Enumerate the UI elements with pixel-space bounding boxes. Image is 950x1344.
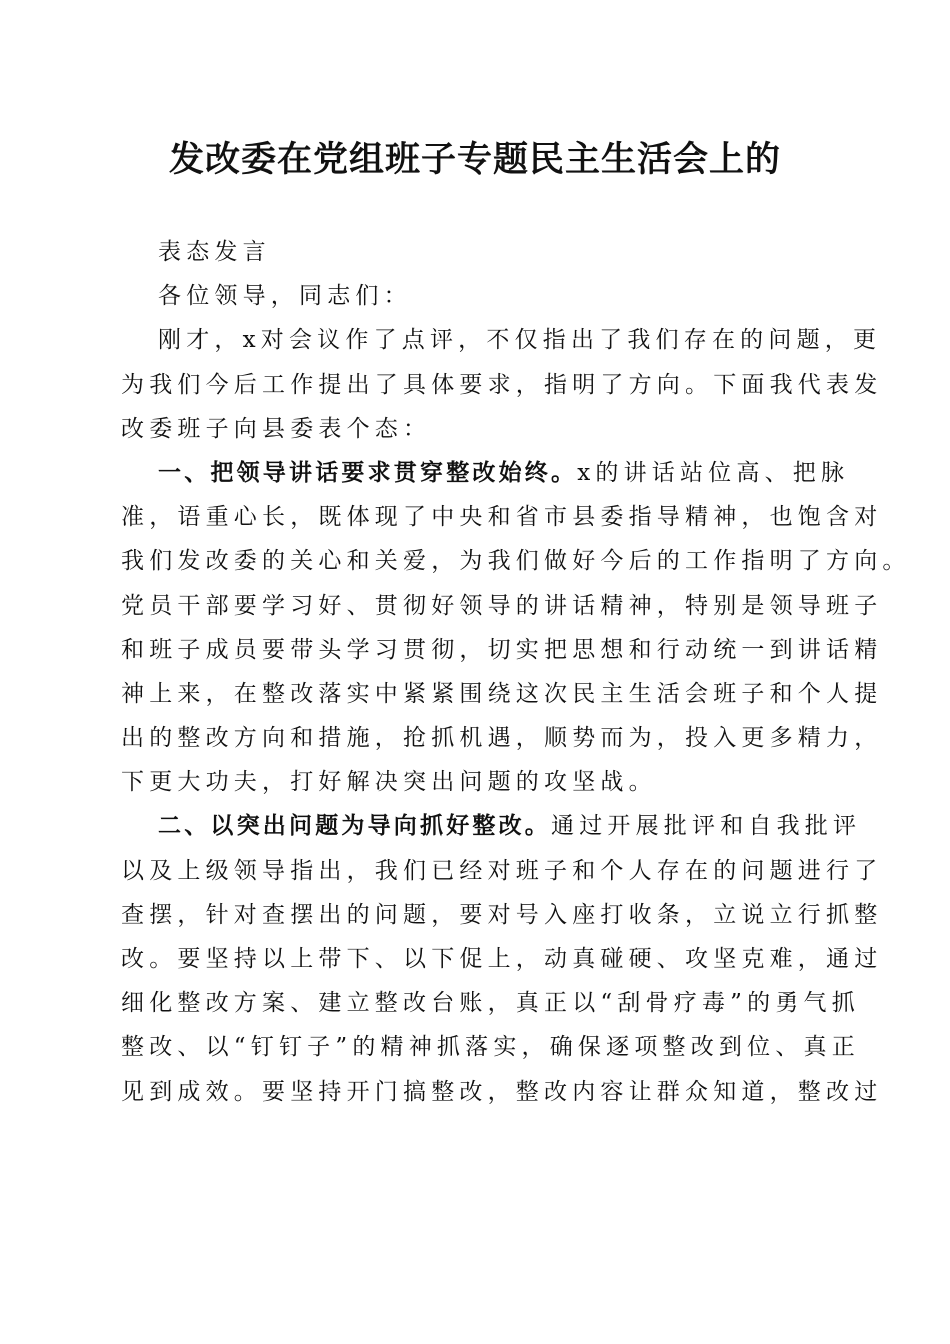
- paragraph: [121, 804, 883, 1113]
- line-text: 神上来，在整改落实中紧紧围绕这次民主生活会班子和个人提: [121, 680, 883, 707]
- line-text: 刚才，x对会议作了点评，不仅指出了我们存在的问题，更: [158, 327, 882, 354]
- text-line: [121, 760, 831, 804]
- document-title: 发改委在党组班子专题民主生活会上的: [168, 139, 781, 180]
- text-line: [121, 363, 883, 407]
- line-text: 以及上级领导指出，我们已经对班子和个人存在的问题进行了: [121, 857, 883, 884]
- line-text: 准，语重心长，既体现了中央和省市县委指导精神，也饱含对: [121, 504, 883, 531]
- text-line: [121, 893, 883, 937]
- line-text: 党员干部要学习好、贯彻好领导的讲话精神，特别是领导班子: [121, 592, 883, 619]
- text-line: [121, 672, 883, 716]
- line-text: x的讲话站位高、把脉: [577, 459, 850, 486]
- text-line: [121, 495, 883, 539]
- line-text: 为我们今后工作提出了具体要求，指明了方向。下面我代表发: [121, 371, 883, 398]
- line-text: 改。要坚持以上带下、以下促上，动真碰硬、攻坚克难，通过: [121, 946, 883, 972]
- text-line: [121, 1025, 860, 1069]
- text-line: [121, 230, 831, 274]
- text-line: [121, 539, 911, 583]
- line-text: 细化整改方案、建立整改台账，真正以“刮骨疗毒”的勇气抓: [121, 990, 860, 1017]
- line-text: 整改、以“钉钉子”的精神抓落实，确保逐项整改到位、真正: [121, 1034, 860, 1061]
- line-text: 见到成效。要坚持开门搞整改，整改内容让群众知道，整改过: [121, 1078, 883, 1105]
- document-body: [121, 230, 911, 1114]
- line-text: 通过开展批评和自我批评: [551, 813, 862, 840]
- text-line: [121, 318, 882, 362]
- text-line: [121, 584, 883, 628]
- paragraph: [121, 230, 831, 274]
- text-line: [121, 937, 883, 981]
- line-text: 各位领导，同志们：: [158, 283, 412, 310]
- text-line: [121, 451, 850, 495]
- line-text: 改委班子向县委表个态：: [121, 415, 432, 442]
- text-line: [121, 407, 831, 451]
- text-line: [121, 804, 862, 848]
- section-heading: 二、以突出问题为导向抓好整改。: [158, 813, 551, 840]
- text-line: [121, 1070, 883, 1114]
- line-text: 表态发言: [158, 239, 271, 265]
- section-heading: 一、把领导讲话要求贯穿整改始终。: [158, 459, 578, 486]
- line-text: 出的整改方向和措施，抢抓机遇，顺势而为，投入更多精力，: [121, 725, 883, 752]
- paragraph: [121, 274, 831, 318]
- line-text: 下更大功夫，打好解决突出问题的攻坚战。: [121, 769, 657, 796]
- text-line: [121, 981, 860, 1025]
- line-text: 我们发改委的关心和关爱，为我们做好今后的工作指明了方向。: [121, 548, 911, 575]
- text-line: [121, 628, 883, 672]
- paragraph: [121, 318, 883, 451]
- text-line: [121, 274, 831, 318]
- line-text: 查摆，针对查摆出的问题，要对号入座打收条，立说立行抓整: [121, 901, 883, 928]
- text-line: [121, 849, 883, 893]
- line-text: 和班子成员要带头学习贯彻，切实把思想和行动统一到讲话精: [121, 636, 883, 663]
- paragraph: [121, 451, 911, 805]
- text-line: [121, 716, 883, 760]
